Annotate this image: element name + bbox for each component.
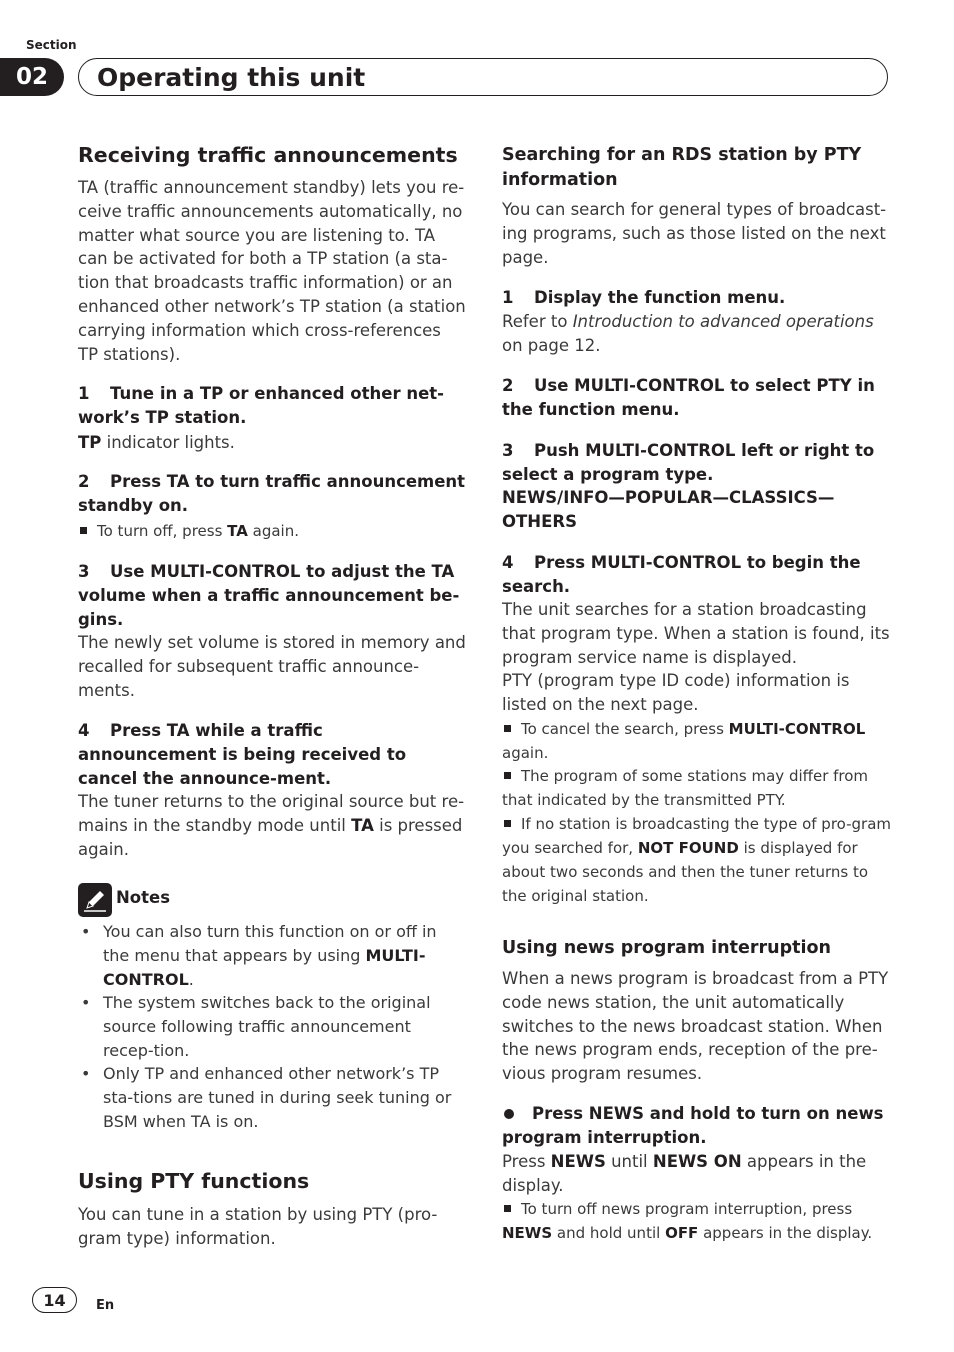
note-text: and hold until	[552, 1224, 666, 1242]
round-bullet-icon	[504, 1109, 514, 1119]
section-number-tab: 02	[0, 58, 64, 96]
notes-heading: Notes	[116, 888, 171, 907]
news-label: NEWS	[502, 1224, 553, 1242]
note-text: Only TP and enhanced other network’s TP sta-tions are tuned in during seek tuning or BSM when TA is on.	[103, 1064, 452, 1131]
square-bullet-icon	[504, 772, 511, 779]
program-types-line-1: NEWS/INFO—POPULAR—CLASSICS—	[502, 488, 835, 507]
heading-news-interruption: Using news program interruption	[502, 938, 831, 958]
bullet-dot-icon: •	[81, 922, 91, 941]
search-step-4	[502, 551, 894, 599]
body-text: Press	[502, 1152, 551, 1171]
note-item	[78, 920, 466, 992]
traffic-step-2	[78, 470, 466, 518]
step-text: Push MULTI-CONTROL left or right to select a program type.	[502, 441, 875, 484]
bullet-dot-icon: •	[81, 993, 91, 1012]
note-text: The system switches back to the original source following traffic announcement recep-tion.	[103, 993, 431, 1060]
step-text: Use MULTI-CONTROL to adjust the TA volume when a traffic announcement be-gins.	[78, 562, 460, 629]
search-intro: You can search for general types of broadcast-ing programs, such as those listed on the next page.	[502, 200, 887, 267]
traffic-step-3	[78, 560, 466, 632]
body-text: until	[605, 1152, 653, 1171]
note-item	[78, 1062, 466, 1134]
step-text: Press NEWS and hold to turn on news program interruption.	[502, 1104, 884, 1147]
language-code: En	[96, 1298, 115, 1313]
square-bullet-icon	[504, 725, 511, 732]
note-text: appears in the display.	[698, 1224, 873, 1242]
step-text: Press TA while a traffic announcement is being received to cancel the announce-ment.	[78, 721, 407, 788]
note-text: If no station is broadcasting the type of pro-gram you searched for,	[502, 815, 892, 857]
step-number: 4	[78, 721, 90, 740]
body-text: The tuner returns to the original source but re-mains in the standby mode until	[78, 792, 465, 835]
section-label: Section	[26, 38, 77, 52]
page-title: Operating this unit	[97, 62, 366, 92]
step-body-text: indicator lights.	[101, 433, 235, 452]
step-text: Use MULTI-CONTROL to select PTY in the function menu.	[502, 376, 875, 419]
off-label: OFF	[665, 1224, 699, 1242]
heading-search-pty: Searching for an RDS station by PTY information	[502, 145, 862, 190]
step-number: 4	[502, 553, 514, 572]
traffic-step-3-body: The newly set volume is stored in memory and recalled for subsequent traffic announce-ments.	[78, 633, 466, 700]
search-step-1	[502, 286, 894, 310]
pty-intro: You can tune in a station by using PTY (pro-gram type) information.	[78, 1205, 438, 1248]
search-note-3	[502, 812, 894, 908]
note-text: To turn off, press	[97, 522, 228, 540]
step-text: Tune in a TP or enhanced other net-work’s TP station.	[78, 384, 445, 427]
search-note-2	[502, 764, 894, 812]
body-text: appears in the display.	[502, 1152, 867, 1195]
square-bullet-icon	[504, 820, 511, 827]
note-text: again.	[247, 522, 299, 540]
page-title-box	[78, 58, 888, 96]
note-text: The program of some stations may differ from that indicated by the transmitted PTY.	[502, 767, 869, 809]
not-found-label: NOT FOUND	[637, 839, 739, 857]
multi-control-label: MULTI-CONTROL	[728, 720, 866, 738]
search-note-1	[502, 717, 894, 765]
square-bullet-icon	[80, 527, 87, 534]
news-on-label: NEWS ON	[652, 1152, 742, 1171]
tp-label: TP	[78, 433, 102, 452]
multi-control-label: MULTI-CONTROL	[103, 946, 426, 989]
notes-pencil-icon	[78, 883, 112, 917]
heading-pty: Using PTY functions	[78, 1169, 310, 1193]
step-number: 3	[78, 562, 90, 581]
reference-link-text: Introduction to advanced operations	[572, 312, 874, 331]
step-number: 3	[502, 441, 514, 460]
step-number: 1	[78, 384, 90, 403]
traffic-step-4	[78, 719, 466, 791]
traffic-step-1-body	[78, 431, 466, 455]
news-step	[502, 1102, 894, 1150]
note-text: To cancel the search, press	[521, 720, 729, 738]
body-text: Refer to	[502, 312, 573, 331]
step-text: Press TA to turn traffic announcement standby on.	[78, 472, 466, 515]
square-bullet-icon	[504, 1205, 511, 1212]
search-step-4-body-2: PTY (program type ID code) information is listed on the next page.	[502, 671, 850, 714]
note-text: again.	[502, 744, 549, 762]
traffic-step-4-body	[78, 790, 466, 861]
note-text: You can also turn this function on or off in the menu that appears by using	[103, 922, 437, 965]
search-step-3	[502, 439, 894, 487]
note-text: To turn off news program interruption, press	[521, 1200, 853, 1218]
note-text: .	[188, 970, 194, 989]
body-text: is pressed again.	[78, 815, 463, 859]
heading-traffic: Receiving traffic announcements	[78, 143, 458, 167]
step-number: 2	[78, 472, 90, 491]
news-label: NEWS	[550, 1152, 606, 1171]
search-step-1-body	[502, 310, 894, 358]
step-text: Display the function menu.	[534, 288, 786, 307]
page-number: 14	[32, 1287, 77, 1313]
step-number: 2	[502, 376, 514, 395]
ta-label: TA	[227, 522, 248, 540]
traffic-step-1	[78, 382, 466, 430]
traffic-intro: TA (traffic announcement standby) lets you re-ceive traffic announcements automatically, no matter what source you are listening to. TA can be activated for both a TP station (a sta-tion that broadcasts traffic information) or an enhanced other network’s TP station (a station carrying information which cross-references TP stations).	[78, 178, 466, 364]
ta-label: TA	[351, 815, 374, 835]
traffic-step-2-note	[78, 519, 466, 543]
body-text: on page 12.	[502, 335, 601, 355]
bullet-dot-icon: •	[81, 1064, 91, 1083]
search-step-2	[502, 374, 894, 422]
note-text: is displayed for about two seconds and then the tuner returns to the original station.	[502, 839, 869, 905]
news-step-body	[502, 1150, 894, 1198]
note-item	[78, 991, 466, 1063]
search-step-4-body: The unit searches for a station broadcasting that program type. When a station is found, its program service name is displayed.	[502, 600, 890, 667]
news-intro: When a news program is broadcast from a PTY code news station, the unit automatically switches to the news broadcast station. When the news program ends, reception of the pre-vious program resumes.	[502, 969, 889, 1084]
step-number: 1	[502, 288, 514, 307]
news-note	[502, 1197, 894, 1245]
step-text: Press MULTI-CONTROL to begin the search.	[502, 553, 861, 596]
program-types-line-2: OTHERS	[502, 512, 577, 531]
pencil-icon	[78, 883, 112, 917]
